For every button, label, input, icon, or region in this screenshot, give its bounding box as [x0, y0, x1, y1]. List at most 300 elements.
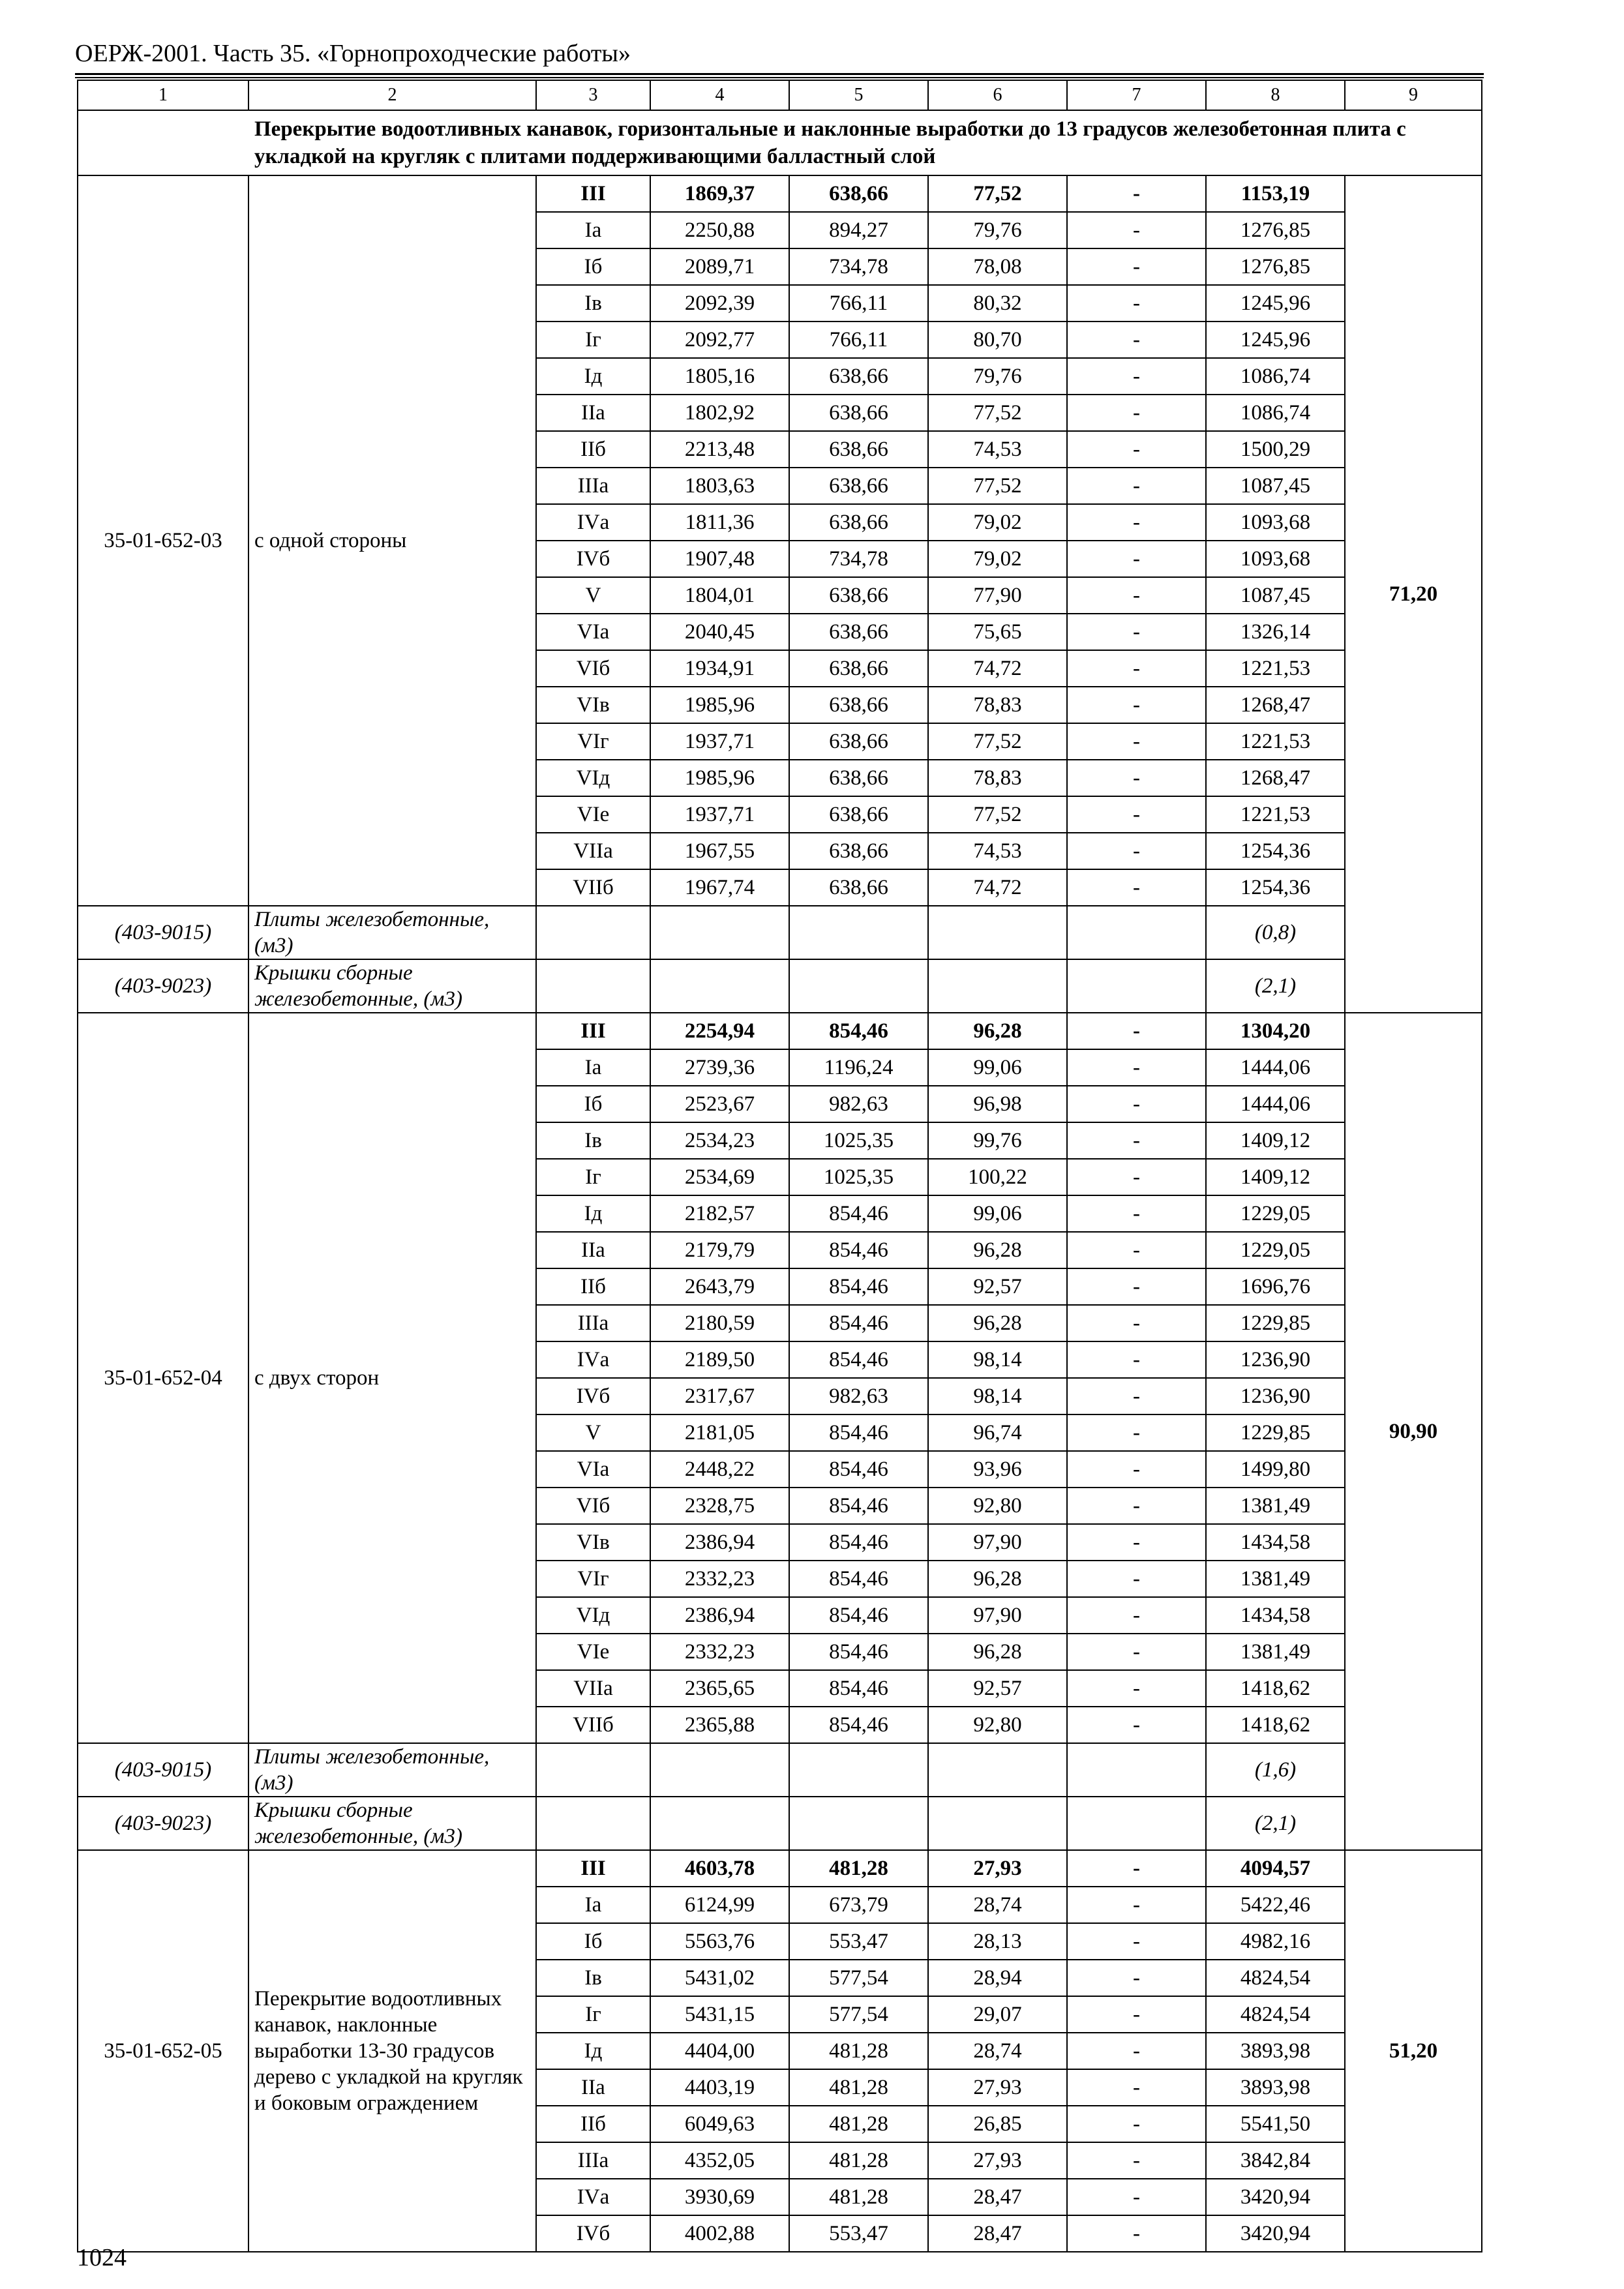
- column-number: 2: [248, 80, 536, 110]
- empty-cell: [536, 1797, 650, 1850]
- category-cell: VIв: [536, 687, 650, 723]
- value-cell: 77,90: [928, 577, 1067, 614]
- value-cell: 78,08: [928, 248, 1067, 285]
- value-cell: 638,66: [789, 504, 928, 541]
- value-cell: 77,52: [928, 723, 1067, 760]
- empty-cell: [1067, 1743, 1206, 1797]
- value-cell: -: [1067, 1049, 1206, 1086]
- value-cell: 638,66: [789, 577, 928, 614]
- rate-code: 35-01-652-03: [78, 175, 248, 906]
- value-cell: -: [1067, 1634, 1206, 1670]
- value-cell: 26,85: [928, 2106, 1067, 2142]
- value-cell: 1934,91: [650, 650, 789, 687]
- column-number: 1: [78, 80, 248, 110]
- value-cell: 577,54: [789, 1996, 928, 2033]
- category-cell: VIIб: [536, 1707, 650, 1743]
- value-cell: 74,53: [928, 431, 1067, 468]
- value-cell: -: [1067, 723, 1206, 760]
- value-cell: 638,66: [789, 468, 928, 504]
- category-cell: IIа: [536, 395, 650, 431]
- category-cell: IVб: [536, 1378, 650, 1414]
- value-cell: 80,70: [928, 322, 1067, 358]
- value-cell: 481,28: [789, 1850, 928, 1887]
- value-cell: 2092,39: [650, 285, 789, 322]
- rate-description: Перекрытие водоотливных канавок, наклонные выработки 13-30 градусов дерево с укладкой на кругляк и боковым ограждением: [248, 1850, 536, 2252]
- value-cell: 854,46: [789, 1634, 928, 1670]
- resource-value: (1,6): [1206, 1743, 1345, 1797]
- value-cell: 79,02: [928, 504, 1067, 541]
- value-cell: -: [1067, 1013, 1206, 1049]
- value-cell: 854,46: [789, 1013, 928, 1049]
- value-cell: 1276,85: [1206, 248, 1345, 285]
- resource-name: Плиты железобетонные, (м3): [248, 906, 536, 959]
- value-cell: 1221,53: [1206, 723, 1345, 760]
- category-cell: VIIб: [536, 869, 650, 906]
- category-cell: IIб: [536, 2106, 650, 2142]
- value-cell: 27,93: [928, 2069, 1067, 2106]
- value-cell: -: [1067, 1414, 1206, 1451]
- value-cell: 1937,71: [650, 723, 789, 760]
- resource-name: Крышки сборные железобетонные, (м3): [248, 1797, 536, 1850]
- rates-table-body: [78, 80, 1482, 2252]
- value-cell: -: [1067, 212, 1206, 248]
- category-cell: VIг: [536, 1561, 650, 1597]
- value-cell: 982,63: [789, 1086, 928, 1122]
- page-number: 1024: [77, 2244, 127, 2271]
- category-cell: IIIа: [536, 2142, 650, 2179]
- value-cell: -: [1067, 395, 1206, 431]
- value-cell: 1811,36: [650, 504, 789, 541]
- category-cell: IIIа: [536, 1305, 650, 1341]
- page-header: ОЕРЖ-2001. Часть 35. «Горнопроходческие работы»: [75, 40, 631, 67]
- value-cell: 4982,16: [1206, 1923, 1345, 1960]
- column-number: 9: [1345, 80, 1482, 110]
- value-cell: 734,78: [789, 248, 928, 285]
- value-cell: 79,02: [928, 541, 1067, 577]
- value-cell: 1086,74: [1206, 358, 1345, 395]
- value-cell: 75,65: [928, 614, 1067, 650]
- value-cell: 1967,55: [650, 833, 789, 869]
- category-cell: Iб: [536, 248, 650, 285]
- value-cell: 1381,49: [1206, 1561, 1345, 1597]
- value-cell: -: [1067, 1122, 1206, 1159]
- table-row: [78, 1013, 1482, 1049]
- value-cell: -: [1067, 541, 1206, 577]
- value-cell: 1803,63: [650, 468, 789, 504]
- category-cell: Iг: [536, 1159, 650, 1195]
- value-cell: 1444,06: [1206, 1049, 1345, 1086]
- labor-value: 51,20: [1345, 1850, 1482, 2252]
- value-cell: -: [1067, 1996, 1206, 2033]
- empty-cell: [789, 906, 928, 959]
- value-cell: 2365,88: [650, 1707, 789, 1743]
- value-cell: 78,83: [928, 760, 1067, 796]
- value-cell: -: [1067, 650, 1206, 687]
- value-cell: 481,28: [789, 2179, 928, 2215]
- value-cell: 1086,74: [1206, 395, 1345, 431]
- value-cell: 97,90: [928, 1597, 1067, 1634]
- value-cell: 80,32: [928, 285, 1067, 322]
- value-cell: 1967,74: [650, 869, 789, 906]
- value-cell: -: [1067, 2215, 1206, 2252]
- resource-name: Крышки сборные железобетонные, (м3): [248, 959, 536, 1013]
- value-cell: -: [1067, 1670, 1206, 1707]
- value-cell: -: [1067, 1232, 1206, 1268]
- value-cell: 1093,68: [1206, 541, 1345, 577]
- category-cell: VIд: [536, 760, 650, 796]
- column-number: 6: [928, 80, 1067, 110]
- resource-value: (2,1): [1206, 959, 1345, 1013]
- value-cell: 854,46: [789, 1488, 928, 1524]
- rate-description: с двух сторон: [248, 1013, 536, 1743]
- value-cell: 638,66: [789, 796, 928, 833]
- value-cell: 4352,05: [650, 2142, 789, 2179]
- value-cell: 1381,49: [1206, 1488, 1345, 1524]
- category-cell: IIб: [536, 431, 650, 468]
- empty-cell: [928, 1743, 1067, 1797]
- empty-cell: [928, 906, 1067, 959]
- value-cell: 2523,67: [650, 1086, 789, 1122]
- value-cell: 77,52: [928, 395, 1067, 431]
- value-cell: -: [1067, 1561, 1206, 1597]
- value-cell: -: [1067, 577, 1206, 614]
- value-cell: 28,47: [928, 2179, 1067, 2215]
- value-cell: 2386,94: [650, 1597, 789, 1634]
- category-cell: VIIа: [536, 1670, 650, 1707]
- empty-cell: [650, 1743, 789, 1797]
- value-cell: 854,46: [789, 1670, 928, 1707]
- value-cell: 854,46: [789, 1524, 928, 1561]
- value-cell: -: [1067, 2033, 1206, 2069]
- value-cell: 1937,71: [650, 796, 789, 833]
- value-cell: 1229,85: [1206, 1414, 1345, 1451]
- category-cell: Iв: [536, 1122, 650, 1159]
- category-cell: Iа: [536, 212, 650, 248]
- value-cell: -: [1067, 285, 1206, 322]
- value-cell: 1499,80: [1206, 1451, 1345, 1488]
- value-cell: 4002,88: [650, 2215, 789, 2252]
- value-cell: 6124,99: [650, 1887, 789, 1923]
- category-cell: IVа: [536, 1341, 650, 1378]
- section-title: Перекрытие водоотливных канавок, горизонтальные и наклонные выработки до 13 градусов железобетонная плита с укладкой на кругляк с плитами поддерживающими балластный слой: [78, 110, 1482, 175]
- value-cell: 1025,35: [789, 1122, 928, 1159]
- category-cell: Iа: [536, 1887, 650, 1923]
- value-cell: 96,28: [928, 1634, 1067, 1670]
- value-cell: 854,46: [789, 1232, 928, 1268]
- value-cell: -: [1067, 1707, 1206, 1743]
- value-cell: 77,52: [928, 468, 1067, 504]
- value-cell: 92,80: [928, 1488, 1067, 1524]
- value-cell: 99,06: [928, 1195, 1067, 1232]
- value-cell: 2254,94: [650, 1013, 789, 1049]
- value-cell: 1418,62: [1206, 1707, 1345, 1743]
- value-cell: -: [1067, 2069, 1206, 2106]
- value-cell: -: [1067, 2179, 1206, 2215]
- value-cell: 77,52: [928, 175, 1067, 212]
- value-cell: 638,66: [789, 760, 928, 796]
- value-cell: 1804,01: [650, 577, 789, 614]
- category-cell: Iд: [536, 358, 650, 395]
- value-cell: 854,46: [789, 1341, 928, 1378]
- category-cell: IIб: [536, 1268, 650, 1305]
- header-rule-second: [75, 77, 1484, 78]
- value-cell: 96,74: [928, 1414, 1067, 1451]
- value-cell: -: [1067, 614, 1206, 650]
- value-cell: 96,28: [928, 1305, 1067, 1341]
- category-cell: VIб: [536, 650, 650, 687]
- category-cell: VIе: [536, 1634, 650, 1670]
- rates-table: [77, 80, 1482, 2252]
- value-cell: 1985,96: [650, 687, 789, 723]
- value-cell: 1444,06: [1206, 1086, 1345, 1122]
- value-cell: 1326,14: [1206, 614, 1345, 650]
- value-cell: 1409,12: [1206, 1122, 1345, 1159]
- resource-code: (403-9023): [78, 959, 248, 1013]
- category-cell: Iг: [536, 1996, 650, 2033]
- value-cell: 638,66: [789, 614, 928, 650]
- value-cell: -: [1067, 1341, 1206, 1378]
- category-cell: IIа: [536, 1232, 650, 1268]
- value-cell: 96,28: [928, 1232, 1067, 1268]
- section-title-row: [78, 110, 1482, 175]
- value-cell: -: [1067, 1923, 1206, 1960]
- value-cell: 1418,62: [1206, 1670, 1345, 1707]
- value-cell: 3930,69: [650, 2179, 789, 2215]
- value-cell: 1245,96: [1206, 322, 1345, 358]
- column-number-row: [78, 80, 1482, 110]
- value-cell: -: [1067, 2142, 1206, 2179]
- value-cell: 27,93: [928, 1850, 1067, 1887]
- value-cell: 2092,77: [650, 322, 789, 358]
- value-cell: 3893,98: [1206, 2069, 1345, 2106]
- value-cell: 99,06: [928, 1049, 1067, 1086]
- labor-value: 90,90: [1345, 1013, 1482, 1850]
- value-cell: 28,74: [928, 1887, 1067, 1923]
- value-cell: -: [1067, 1268, 1206, 1305]
- value-cell: 1093,68: [1206, 504, 1345, 541]
- column-number: 7: [1067, 80, 1206, 110]
- value-cell: 96,98: [928, 1086, 1067, 1122]
- value-cell: 1381,49: [1206, 1634, 1345, 1670]
- column-number: 4: [650, 80, 789, 110]
- value-cell: 4404,00: [650, 2033, 789, 2069]
- value-cell: 2365,65: [650, 1670, 789, 1707]
- value-cell: 2643,79: [650, 1268, 789, 1305]
- value-cell: 1221,53: [1206, 650, 1345, 687]
- value-cell: 28,13: [928, 1923, 1067, 1960]
- empty-cell: [650, 906, 789, 959]
- table-row: [78, 1850, 1482, 1887]
- category-cell: VIа: [536, 1451, 650, 1488]
- value-cell: 854,46: [789, 1451, 928, 1488]
- value-cell: 1236,90: [1206, 1341, 1345, 1378]
- value-cell: 1221,53: [1206, 796, 1345, 833]
- value-cell: 2448,22: [650, 1451, 789, 1488]
- value-cell: 28,94: [928, 1960, 1067, 1996]
- empty-cell: [650, 959, 789, 1013]
- value-cell: 1985,96: [650, 760, 789, 796]
- value-cell: -: [1067, 2106, 1206, 2142]
- category-cell: VIб: [536, 1488, 650, 1524]
- value-cell: 854,46: [789, 1268, 928, 1305]
- value-cell: 2328,75: [650, 1488, 789, 1524]
- value-cell: 4824,54: [1206, 1960, 1345, 1996]
- value-cell: 100,22: [928, 1159, 1067, 1195]
- category-cell: Iб: [536, 1923, 650, 1960]
- value-cell: 29,07: [928, 1996, 1067, 2033]
- category-cell: IVб: [536, 2215, 650, 2252]
- value-cell: 96,28: [928, 1013, 1067, 1049]
- value-cell: 481,28: [789, 2106, 928, 2142]
- value-cell: 2332,23: [650, 1634, 789, 1670]
- value-cell: 2386,94: [650, 1524, 789, 1561]
- value-cell: 5422,46: [1206, 1887, 1345, 1923]
- value-cell: 1276,85: [1206, 212, 1345, 248]
- category-cell: V: [536, 577, 650, 614]
- value-cell: 1229,05: [1206, 1195, 1345, 1232]
- value-cell: 4403,19: [650, 2069, 789, 2106]
- category-cell: Iа: [536, 1049, 650, 1086]
- category-cell: IIIа: [536, 468, 650, 504]
- resource-name: Плиты железобетонные, (м3): [248, 1743, 536, 1797]
- resource-row: [78, 1797, 1482, 1850]
- value-cell: 28,47: [928, 2215, 1067, 2252]
- value-cell: 481,28: [789, 2033, 928, 2069]
- value-cell: 5431,02: [650, 1960, 789, 1996]
- value-cell: 74,53: [928, 833, 1067, 869]
- category-cell: VIIа: [536, 833, 650, 869]
- category-cell: Iд: [536, 1195, 650, 1232]
- value-cell: 1087,45: [1206, 468, 1345, 504]
- empty-cell: [536, 906, 650, 959]
- value-cell: 766,11: [789, 322, 928, 358]
- category-cell: VIе: [536, 796, 650, 833]
- value-cell: 2534,69: [650, 1159, 789, 1195]
- category-cell: VIв: [536, 1524, 650, 1561]
- value-cell: -: [1067, 687, 1206, 723]
- empty-cell: [928, 1797, 1067, 1850]
- value-cell: 98,14: [928, 1341, 1067, 1378]
- category-cell: Iв: [536, 285, 650, 322]
- value-cell: 854,46: [789, 1561, 928, 1597]
- value-cell: 1087,45: [1206, 577, 1345, 614]
- value-cell: 577,54: [789, 1960, 928, 1996]
- value-cell: 1869,37: [650, 175, 789, 212]
- value-cell: 96,28: [928, 1561, 1067, 1597]
- value-cell: 982,63: [789, 1378, 928, 1414]
- value-cell: 1229,85: [1206, 1305, 1345, 1341]
- value-cell: 2213,48: [650, 431, 789, 468]
- value-cell: 5541,50: [1206, 2106, 1345, 2142]
- value-cell: 2332,23: [650, 1561, 789, 1597]
- value-cell: -: [1067, 796, 1206, 833]
- value-cell: 1245,96: [1206, 285, 1345, 322]
- value-cell: -: [1067, 1305, 1206, 1341]
- value-cell: 553,47: [789, 1923, 928, 1960]
- value-cell: 74,72: [928, 869, 1067, 906]
- value-cell: 1434,58: [1206, 1524, 1345, 1561]
- value-cell: 92,57: [928, 1670, 1067, 1707]
- value-cell: 28,74: [928, 2033, 1067, 2069]
- table-row: [78, 175, 1482, 212]
- value-cell: 638,66: [789, 395, 928, 431]
- empty-cell: [789, 959, 928, 1013]
- value-cell: 2250,88: [650, 212, 789, 248]
- resource-value: (0,8): [1206, 906, 1345, 959]
- value-cell: 78,83: [928, 687, 1067, 723]
- value-cell: 854,46: [789, 1414, 928, 1451]
- value-cell: 92,57: [928, 1268, 1067, 1305]
- value-cell: 1196,24: [789, 1049, 928, 1086]
- resource-row: [78, 959, 1482, 1013]
- value-cell: -: [1067, 1159, 1206, 1195]
- value-cell: 1500,29: [1206, 431, 1345, 468]
- value-cell: -: [1067, 1451, 1206, 1488]
- empty-cell: [536, 959, 650, 1013]
- value-cell: 4824,54: [1206, 1996, 1345, 2033]
- value-cell: 97,90: [928, 1524, 1067, 1561]
- value-cell: 2089,71: [650, 248, 789, 285]
- value-cell: 4094,57: [1206, 1850, 1345, 1887]
- value-cell: 894,27: [789, 212, 928, 248]
- empty-cell: [1067, 959, 1206, 1013]
- value-cell: 5563,76: [650, 1923, 789, 1960]
- value-cell: 2534,23: [650, 1122, 789, 1159]
- value-cell: -: [1067, 1086, 1206, 1122]
- value-cell: -: [1067, 1850, 1206, 1887]
- header-rule: [75, 73, 1484, 75]
- value-cell: 854,46: [789, 1707, 928, 1743]
- rate-code: 35-01-652-05: [78, 1850, 248, 2252]
- value-cell: 5431,15: [650, 1996, 789, 2033]
- category-cell: Iд: [536, 2033, 650, 2069]
- value-cell: 92,80: [928, 1707, 1067, 1743]
- value-cell: 481,28: [789, 2142, 928, 2179]
- resource-row: [78, 906, 1482, 959]
- value-cell: 3893,98: [1206, 2033, 1345, 2069]
- empty-cell: [1067, 1797, 1206, 1850]
- category-cell: Iг: [536, 322, 650, 358]
- category-cell: IIа: [536, 2069, 650, 2106]
- value-cell: 1696,76: [1206, 1268, 1345, 1305]
- category-cell: Iб: [536, 1086, 650, 1122]
- value-cell: 638,66: [789, 431, 928, 468]
- category-cell: Iв: [536, 1960, 650, 1996]
- value-cell: 99,76: [928, 1122, 1067, 1159]
- value-cell: -: [1067, 504, 1206, 541]
- category-cell: V: [536, 1414, 650, 1451]
- value-cell: 1409,12: [1206, 1159, 1345, 1195]
- category-cell: III: [536, 1013, 650, 1049]
- resource-code: (403-9023): [78, 1797, 248, 1850]
- resource-code: (403-9015): [78, 1743, 248, 1797]
- column-number: 3: [536, 80, 650, 110]
- value-cell: -: [1067, 358, 1206, 395]
- resource-code: (403-9015): [78, 906, 248, 959]
- category-cell: VIа: [536, 614, 650, 650]
- value-cell: 2179,79: [650, 1232, 789, 1268]
- category-cell: III: [536, 175, 650, 212]
- rate-code: 35-01-652-04: [78, 1013, 248, 1743]
- value-cell: 766,11: [789, 285, 928, 322]
- value-cell: 638,66: [789, 687, 928, 723]
- value-cell: 2189,50: [650, 1341, 789, 1378]
- value-cell: 3420,94: [1206, 2179, 1345, 2215]
- value-cell: -: [1067, 431, 1206, 468]
- empty-cell: [1067, 906, 1206, 959]
- value-cell: 1268,47: [1206, 687, 1345, 723]
- value-cell: -: [1067, 1597, 1206, 1634]
